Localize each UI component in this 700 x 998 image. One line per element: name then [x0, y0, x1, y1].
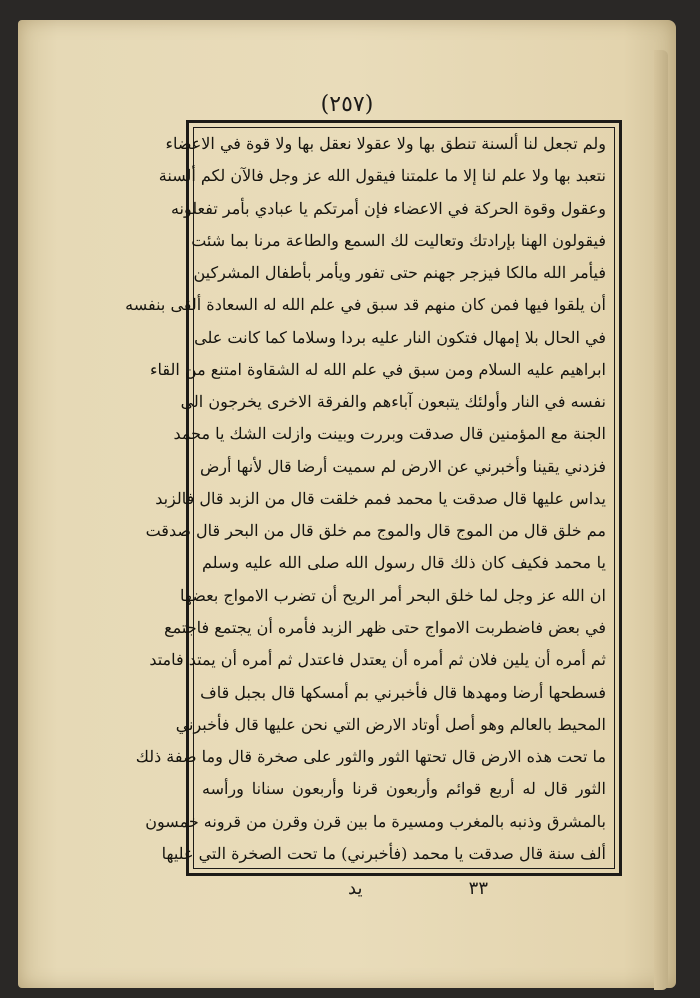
text-line: فيقولون الهنا بإرادتك وتعاليت لك السمع والطاعة مرنا بما شئت — [191, 230, 606, 250]
book-page — [18, 20, 676, 988]
text-line: في بعض فاضطربت الامواج حتى ظهر الزبد فأمره أن يجتمع فاجتمع — [164, 617, 606, 637]
text-line: فزدني يقينا وأخبرني عن الارض لم سميت أرضا قال لأنها أرض — [199, 456, 606, 476]
text-line: ابراهيم عليه السلام ومن سبق في علم الله له الشقاوة امتنع من القاء — [149, 359, 606, 379]
text-line: ألف سنة قال صدقت يا محمد (فأخبرني) ما تحت الصخرة التي عليها — [161, 843, 606, 863]
text-line: مم خلق قال من الموج قال والموج مم خلق قال من البحر قال صدقت — [145, 521, 606, 541]
text-line: وعقول وقوة الحركة في الاعضاء فإن أمرتكم يا عبادي بأمر تفعلونه — [170, 198, 606, 218]
text-line: المحيط بالعالم وهو أصل أوتاد الارض التي نحن عليها قال فأخبرني — [175, 714, 606, 734]
text-line: ما تحت هذه الارض قال تحتها الثور والثور على صخرة قال وما صفة ذلك — [135, 747, 606, 767]
text-line: الجنة مع المؤمنين قال صدقت وبررت وبينت وازلت الشك يا محمد — [173, 424, 606, 444]
text-line: في الحال بلا إمهال فتكون النار عليه بردا وسلاما كما كانت على — [194, 327, 606, 347]
text-line: يداس عليها قال صدقت يا محمد فمم خلقت قال من الزبد قال فالزبد — [155, 488, 606, 508]
text-line: ولم تجعل لنا ألسنة تنطق بها ولا عقولا نعقل بها ولا قوة في الاعضاء — [165, 134, 606, 153]
footer-number: ٣٣ — [468, 878, 488, 899]
text-line: ان الله عز وجل لما خلق البحر أمر الريح أن تضرب الامواج بعضها — [179, 585, 606, 605]
footer-signature: يد — [348, 878, 363, 899]
text-frame — [125, 120, 622, 876]
text-line: بالمشرق وذنبه بالمغرب ومسيرة ما بين قرن وقرن من قرونه خمسون — [145, 811, 606, 831]
text-line: الثور قال له أربع قوائم وأربعون قرنا وأربعون سنانا ورأسه — [202, 779, 606, 799]
text-line: فيأمر الله مالكا فيزجر جهنم حتى تفور ويأمر بأطفال المشركين — [193, 263, 606, 283]
page-footer — [348, 878, 488, 899]
text-line: فسطحها أرضا ومهدها قال فأخبرني بم أمسكها قال بجبل قاف — [200, 682, 606, 702]
text-line: نفسه في النار وأولئك يتبعون آباءهم والفرقة الاخرى يخرجون الى — [180, 392, 606, 412]
text-line: ثم أمره أن يلين فلان ثم أمره أن يعتدل فاعتدل ثم أمره أن يمتد فامتد — [149, 650, 606, 670]
text-line: يا محمد فكيف كان ذلك قال رسول الله صلى الله عليه وسلم — [202, 553, 606, 573]
text-body — [125, 127, 615, 869]
page-edge — [654, 50, 668, 990]
page-number: (٢٥٧) — [320, 92, 374, 117]
text-line: أن يلقوا فيها فمن كان منهم قد سبق في علم الله له السعادة ألقى بنفسه — [125, 295, 606, 315]
text-line: نتعبد بها ولا علم لنا إلا ما علمتنا فيقول الله عز وجل فالآن لكم ألسنة — [158, 166, 606, 186]
